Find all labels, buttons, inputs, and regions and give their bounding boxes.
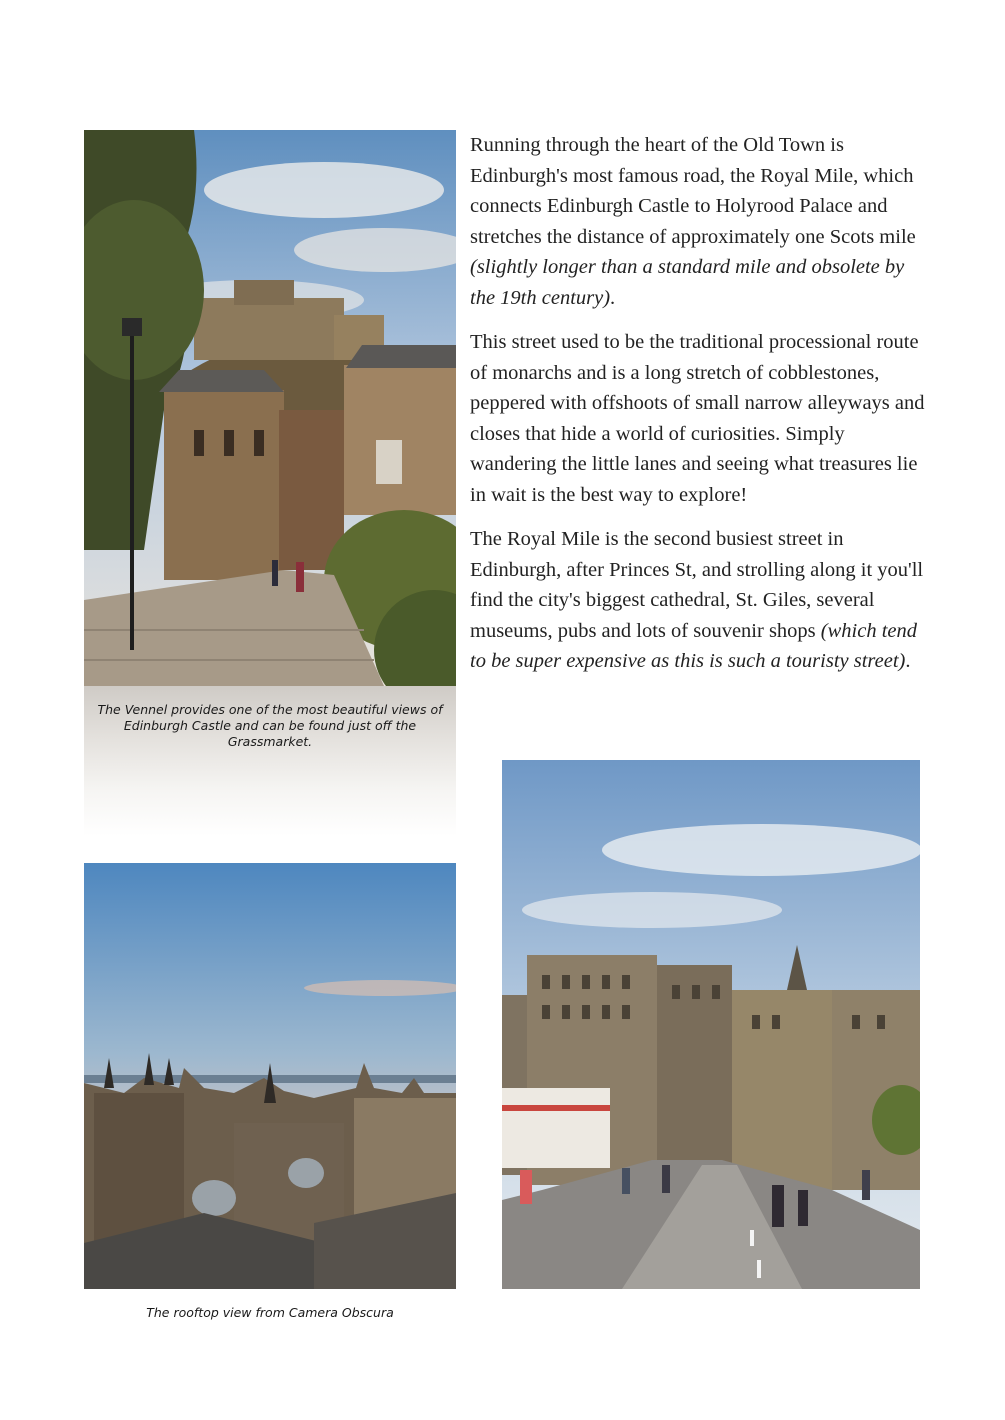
rooftop-photo (84, 863, 456, 1289)
royal-mile-street-photo (502, 760, 920, 1289)
paragraph-royal-mile-intro: Running through the heart of the Old Town is Edinburgh's most famous road, the Royal Mile, which connects Edinburgh Castle to Holyrood Palace and stretches the distance of approximately one Scots mile (slightly longer than a standard mile and obsolete by the 19th century). (470, 134, 916, 309)
vennel-caption: The Vennel provides one of the most beautiful views of Edinburgh Castle and can be found just off the Grassmarket. (97, 702, 443, 749)
paragraph-busiest-street: The Royal Mile is the second busiest street in Edinburgh, after Princes St, and strolling along it you'll find the city's biggest cathedral, St. Giles, several museums, pubs and lots of souvenir shops (which tend to be super expensive as this is such a touristy street). (470, 528, 924, 672)
article-body (470, 130, 925, 691)
paragraph-processional-route: This street used to be the traditional processional route of monarchs and is a long stretch of cobblestones, peppered with offshoots of small narrow alleyways and closes that hide a world of curiosities. Simply wandering the little lanes and seeing what treasures lie in wait is the best way to explore! (470, 331, 925, 506)
vennel-photo (84, 130, 456, 686)
rooftop-caption: The rooftop view from Camera Obscura (146, 1305, 394, 1320)
